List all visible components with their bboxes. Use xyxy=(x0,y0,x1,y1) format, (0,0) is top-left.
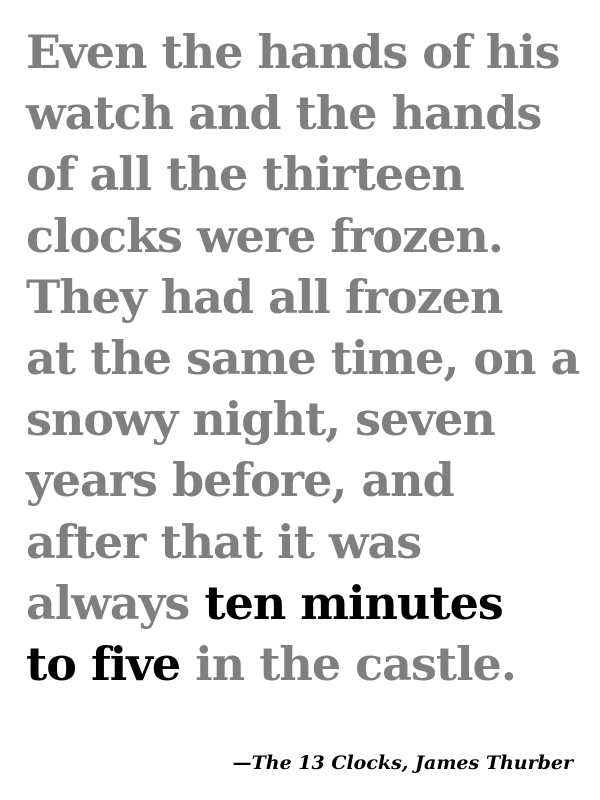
quote-line-7: snowy night, seven xyxy=(26,392,495,447)
quote-line-5: They had all frozen xyxy=(26,269,503,324)
quote-line-2: watch and the hands xyxy=(26,86,542,141)
attribution-dash: — xyxy=(232,752,252,774)
quote-line-4: clocks were frozen. xyxy=(26,208,503,263)
emphasis-ten-minutes: ten minutes xyxy=(204,575,503,630)
quote-line-11-text: in the castle. xyxy=(180,637,516,692)
quote-line-11 xyxy=(26,634,594,695)
attribution-book-title: The 13 Clocks, xyxy=(251,752,409,774)
quote-line-10-text: always xyxy=(26,575,205,630)
quote-line-9: after that it was xyxy=(26,514,422,569)
quote-line-1: Even the hands of his xyxy=(26,25,560,79)
quote-line-8: years before, and xyxy=(26,453,454,508)
quote-text xyxy=(26,22,594,695)
attribution-author: James Thurber xyxy=(415,752,573,774)
quote-line-3: of all the thirteen xyxy=(26,147,464,202)
quote-line-6: at the same time, on a xyxy=(26,331,580,386)
attribution xyxy=(233,752,573,774)
emphasis-to-five: to five xyxy=(26,637,181,692)
quote-line-10 xyxy=(26,573,594,634)
